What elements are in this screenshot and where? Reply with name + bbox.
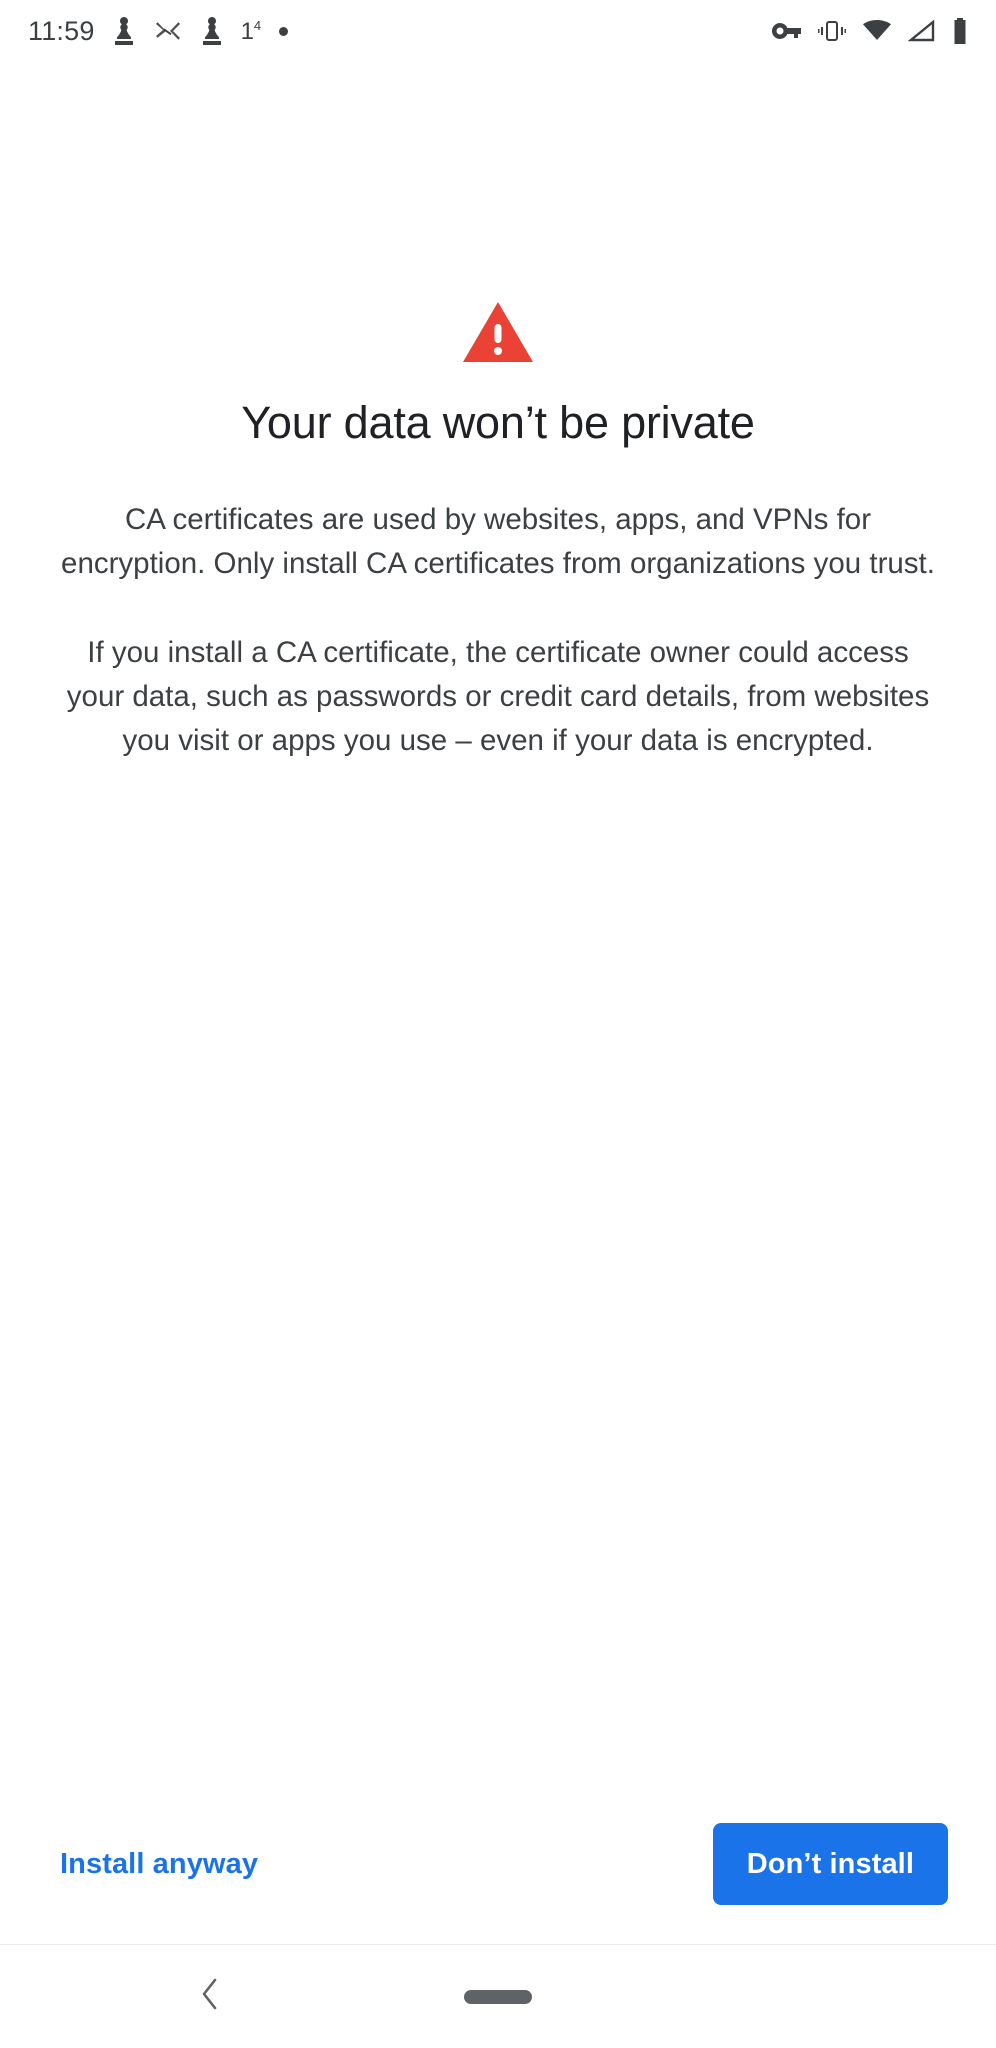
temperature-value: 1: [240, 17, 254, 45]
status-bar-left: [28, 16, 288, 46]
wifi-icon: [862, 20, 892, 42]
dialog-paragraph-1: CA certificates are used by websites, apps, and VPNs for encryption. Only install CA certificates from organizations you trust.: [61, 503, 935, 581]
chess-pawn-icon: [113, 16, 135, 46]
dot-icon: [279, 27, 288, 36]
dont-install-button[interactable]: Don’t install: [713, 1823, 948, 1905]
dialog-actions: [0, 1804, 996, 1924]
home-pill-icon[interactable]: [464, 1990, 532, 2004]
signal-icon: [908, 20, 936, 42]
status-bar: [0, 0, 996, 62]
status-clock: 11:59: [28, 15, 95, 46]
page-title: Your data won’t be private: [241, 397, 755, 448]
status-bar-right: [770, 18, 968, 44]
vibrate-icon: [818, 20, 846, 42]
temperature-icon: [241, 19, 262, 44]
chess-pawn-icon: [201, 16, 223, 46]
temperature-unit: 4: [253, 17, 262, 33]
install-anyway-button[interactable]: Install anyway: [56, 1836, 262, 1893]
navigation-bar: [0, 1945, 996, 2048]
battery-icon: [952, 18, 968, 44]
warning-triangle-icon: [462, 300, 534, 364]
dialog-content: [0, 300, 996, 763]
back-chevron-icon[interactable]: [200, 1977, 220, 2017]
dialog-paragraph-2: If you install a CA certificate, the certificate owner could access your data, such as passwords or credit card details, from websites you visit or apps you use – even if your data is encrypted.: [66, 635, 930, 757]
broken-link-icon: [153, 19, 183, 43]
vpn-key-icon: [770, 21, 802, 41]
